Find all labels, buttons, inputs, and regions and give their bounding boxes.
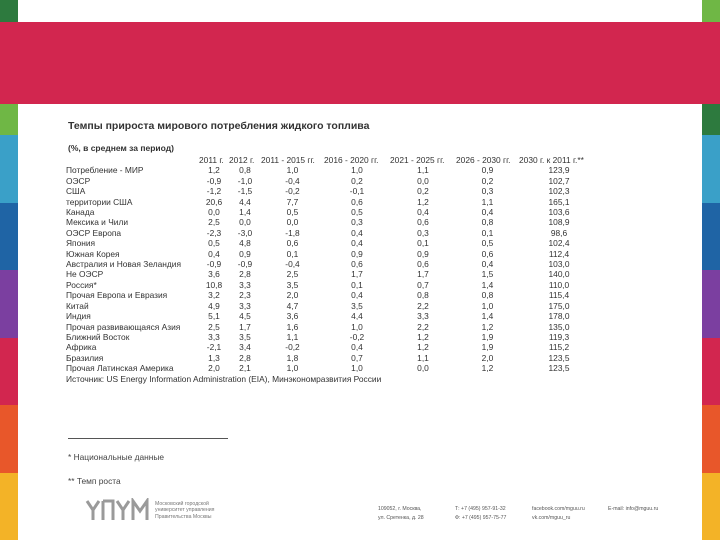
table-cell: 4,7: [286, 300, 299, 311]
column-header: 2016 - 2020 гг.: [324, 155, 379, 165]
table-row: [66, 311, 599, 321]
table-cell: 2,5: [286, 269, 299, 280]
university-logo-icon: [85, 498, 149, 522]
table-cell: 1,7: [417, 269, 429, 280]
table-cell: 1,2: [417, 342, 429, 353]
table-cell: 3,6: [208, 269, 220, 280]
table-row: [66, 238, 599, 248]
row-label: ОЭСР Европа: [66, 227, 122, 238]
footnote-divider: [68, 438, 228, 439]
table-cell: 3,5: [239, 331, 251, 342]
table-row: [66, 322, 599, 332]
table-cell: 1,4: [239, 207, 251, 218]
table-cell: 2,5: [208, 321, 220, 332]
table-cell: 0,9: [481, 165, 494, 176]
table-cell: 4,4: [239, 196, 251, 207]
table-cell: 1,1: [417, 165, 429, 176]
table-cell: 1,5: [481, 269, 494, 280]
table-cell: 1,9: [481, 331, 494, 342]
table-cell: 1,2: [481, 321, 494, 332]
table-cell: 1,0: [481, 300, 494, 311]
table-cell: 3,4: [239, 342, 251, 353]
table-cell: 0,6: [351, 259, 363, 270]
table-cell: 1,9: [481, 342, 494, 353]
table-cell: 0,8: [481, 217, 494, 228]
table-cell: 165,1: [548, 196, 570, 207]
table-cell: 178,0: [548, 311, 570, 322]
university-name: Московский городской университет управления Правительства Москвы: [155, 501, 215, 520]
row-label: Не ОЭСР: [66, 269, 104, 280]
table-cell: 175,0: [548, 300, 570, 311]
table-cell: 3,3: [239, 279, 251, 290]
table-cell: -0,4: [285, 175, 300, 186]
table-cell: 10,8: [205, 279, 223, 290]
table-cell: 4,4: [351, 311, 363, 322]
source-note: Источник: US Energy Information Administration (EIA), Минэкономразвития России: [66, 373, 382, 384]
table-row: [66, 342, 599, 352]
table-cell: -1,2: [206, 186, 222, 197]
row-label: Мексика и Чили: [66, 217, 129, 228]
row-label: Южная Корея: [66, 248, 120, 259]
table-cell: 3,6: [286, 311, 299, 322]
row-label: Китай: [66, 300, 89, 311]
table-cell: 103,0: [548, 259, 570, 270]
table-cell: 3,3: [417, 311, 429, 322]
table-cell: 0,4: [351, 290, 363, 301]
table-cell: 1,1: [481, 196, 494, 207]
table-cell: 0,2: [417, 186, 429, 197]
facebook-link[interactable]: facebook.com/mguu.ru: [532, 506, 585, 512]
table-cell: 0,4: [351, 238, 363, 249]
footer-email[interactable]: [608, 505, 658, 514]
table-cell: 20,6: [205, 196, 223, 207]
footnote-national-data: * Национальные данные: [68, 452, 165, 462]
table-cell: 0,1: [351, 279, 363, 290]
column-header: 2026 - 2030 гг.: [456, 155, 511, 165]
table-row: [66, 197, 599, 207]
table-cell: 1,2: [417, 331, 429, 342]
column-header: 2012 г.: [229, 155, 255, 165]
row-label: Ближний Восток: [66, 331, 130, 342]
table-cell: 2,2: [417, 321, 429, 332]
table-cell: 2,3: [239, 290, 251, 301]
table-cell: 0,0: [208, 207, 220, 218]
footer-address: 109052, г. Москва, ул. Сретенка, д. 28: [378, 506, 424, 521]
table-cell: 0,1: [286, 248, 299, 259]
table-cell: 3,3: [239, 300, 251, 311]
table-row: [66, 176, 599, 186]
table-cell: 1,0: [351, 363, 363, 374]
table-cell: 2,0: [208, 363, 220, 374]
row-label: Бразилия: [66, 352, 104, 363]
table-cell: 0,1: [417, 238, 429, 249]
table-cell: 0,3: [481, 186, 494, 197]
table-cell: 115,2: [548, 342, 570, 353]
table-cell: 1,1: [417, 352, 429, 363]
table-cell: 0,4: [481, 207, 494, 218]
document-subtitle: (%, в среднем за период): [68, 143, 174, 153]
table-cell: 0,6: [417, 217, 429, 228]
table-cell: 0,0: [286, 217, 299, 228]
table-cell: -0,2: [349, 331, 365, 342]
table-cell: 115,4: [548, 290, 570, 301]
table-row: [66, 290, 599, 300]
row-label: Африка: [66, 342, 97, 353]
table-cell: 1,0: [351, 321, 363, 332]
table-cell: 3,5: [286, 279, 299, 290]
table-cell: 0,4: [417, 207, 429, 218]
table-cell: 1,0: [351, 165, 363, 176]
table-cell: 2,0: [481, 352, 494, 363]
footer: [0, 495, 720, 535]
table-cell: -1,5: [237, 186, 253, 197]
table-cell: 0,0: [417, 363, 429, 374]
table-cell: 2,2: [417, 300, 429, 311]
table-cell: -0,1: [349, 186, 365, 197]
table-cell: 0,5: [351, 207, 363, 218]
table-cell: 0,7: [351, 352, 363, 363]
table-row: [66, 207, 599, 217]
table-cell: -0,2: [285, 186, 300, 197]
table-header-row: [66, 155, 599, 165]
row-label: территории США: [66, 196, 133, 207]
table-cell: 1,4: [481, 279, 494, 290]
document-title: Темпы прироста мирового потребления жидкого топлива: [68, 120, 370, 132]
table-cell: 5,1: [208, 311, 220, 322]
row-label: США: [66, 186, 86, 197]
table-cell: 0,9: [417, 248, 429, 259]
table-cell: 0,8: [239, 165, 251, 176]
table-cell: 102,3: [548, 186, 570, 197]
column-header: 2021 - 2025 гг.: [390, 155, 445, 165]
table-row: [66, 363, 599, 373]
table-cell: -0,4: [285, 259, 300, 270]
table-cell: -2,1: [206, 342, 222, 353]
table-row: [66, 186, 599, 196]
table-cell: 7,7: [286, 196, 299, 207]
row-label: Прочая Европа и Евразия: [66, 290, 168, 301]
row-label: Россия*: [66, 279, 97, 290]
table-cell: 1,7: [239, 321, 251, 332]
table-cell: 103,6: [548, 207, 570, 218]
table-row: [66, 353, 599, 363]
table-cell: 123,9: [548, 165, 570, 176]
table-cell: 0,5: [208, 238, 220, 249]
footnote-growth-rate: ** Темп роста: [68, 476, 121, 486]
row-label: Прочая Латинская Америка: [66, 363, 174, 374]
table-cell: 0,9: [351, 248, 363, 259]
table-cell: 4,8: [239, 238, 251, 249]
table-cell: 4,5: [239, 311, 251, 322]
vk-link[interactable]: vk.com/mguu_ru: [532, 515, 571, 521]
table-cell: 2,0: [286, 290, 299, 301]
table-cell: 0,4: [351, 342, 363, 353]
table-row: [66, 301, 599, 311]
table-cell: 1,2: [208, 165, 220, 176]
table-cell: 3,5: [351, 300, 363, 311]
source-row: [66, 374, 599, 384]
table-cell: 1,0: [286, 363, 299, 374]
table-cell: 119,3: [548, 331, 570, 342]
table-row: [66, 259, 599, 269]
table-cell: -0,2: [285, 342, 300, 353]
footer-social-links[interactable]: [532, 505, 585, 523]
table-cell: -3,0: [237, 227, 253, 238]
column-header: 2011 - 2015 гг.: [261, 155, 315, 165]
table-cell: 0,2: [351, 175, 363, 186]
table-cell: 0,0: [239, 217, 251, 228]
table-cell: 0,6: [481, 248, 494, 259]
row-label: Австралия и Новая Зеландия: [66, 259, 182, 270]
table-cell: 0,6: [417, 259, 429, 270]
footer-phones: Т: +7 (495) 957-91-32 Ф: +7 (495) 957-75-77: [455, 506, 507, 521]
table-cell: 4,9: [208, 300, 220, 311]
table-cell: 98,6: [550, 227, 568, 238]
table-cell: 0,3: [351, 217, 363, 228]
table-cell: 108,9: [548, 217, 570, 228]
column-header: 2011 г.: [199, 155, 224, 165]
table-cell: 0,2: [481, 175, 494, 186]
table-cell: 1,6: [286, 321, 299, 332]
table-cell: 0,6: [351, 196, 363, 207]
table-cell: 0,1: [481, 227, 494, 238]
table-cell: 0,8: [481, 290, 494, 301]
table-row: [66, 217, 599, 227]
table-row: [66, 269, 599, 279]
table-cell: 1,2: [481, 363, 494, 374]
table-row: [66, 249, 599, 259]
row-label: Потребление - МИР: [66, 165, 144, 176]
table-cell: 0,0: [417, 175, 429, 186]
table-row: [66, 280, 599, 290]
table-cell: 0,9: [239, 248, 251, 259]
email-link[interactable]: E-mail: info@mguu.ru: [608, 506, 659, 512]
table-cell: 3,2: [208, 290, 220, 301]
table-row: [66, 165, 599, 175]
table-cell: 1,7: [351, 269, 363, 280]
table-cell: 2,1: [239, 363, 251, 374]
table-row: [66, 228, 599, 238]
table-cell: 0,7: [417, 279, 429, 290]
table-cell: 2,5: [208, 217, 220, 228]
row-label: Индия: [66, 311, 91, 322]
table-cell: 112,4: [548, 248, 570, 259]
table-cell: 1,1: [286, 331, 299, 342]
table-cell: 1,4: [481, 311, 494, 322]
row-label: Канада: [66, 207, 95, 218]
table-cell: 123,5: [548, 352, 570, 363]
table-cell: 3,3: [208, 331, 220, 342]
table-cell: 0,5: [286, 207, 299, 218]
table-cell: 2,8: [239, 352, 251, 363]
table-cell: 110,0: [548, 279, 570, 290]
table-cell: -1,0: [237, 175, 253, 186]
table-row: [66, 332, 599, 342]
table-cell: 1,3: [208, 352, 220, 363]
table-cell: 1,2: [417, 196, 429, 207]
table-cell: -0,9: [206, 175, 222, 186]
row-label: Прочая развивающаяся Азия: [66, 321, 181, 332]
column-header: [66, 155, 199, 165]
table-cell: -1,8: [285, 227, 300, 238]
table-cell: 2,8: [239, 269, 251, 280]
table-cell: 1,0: [286, 165, 299, 176]
table-cell: -0,9: [206, 259, 222, 270]
table-cell: 0,6: [286, 238, 299, 249]
table-cell: 123,5: [548, 363, 570, 374]
table-cell: -2,3: [206, 227, 222, 238]
table-cell: 0,4: [481, 259, 494, 270]
table-cell: 0,8: [417, 290, 429, 301]
row-label: ОЭСР: [66, 175, 91, 186]
consumption-table: [66, 155, 599, 384]
table-cell: 102,4: [548, 238, 570, 249]
table-cell: 140,0: [548, 269, 570, 280]
table-cell: 0,4: [351, 227, 363, 238]
table-cell: 0,5: [481, 238, 494, 249]
table-cell: 0,4: [208, 248, 220, 259]
column-header: 2030 г. к 2011 г.**: [519, 155, 584, 165]
table-cell: 102,7: [548, 175, 570, 186]
table-cell: -0,9: [237, 259, 253, 270]
table-cell: 0,3: [417, 227, 429, 238]
table-cell: 135,0: [548, 321, 570, 332]
row-label: Япония: [66, 238, 96, 249]
table-cell: 1,8: [286, 352, 299, 363]
